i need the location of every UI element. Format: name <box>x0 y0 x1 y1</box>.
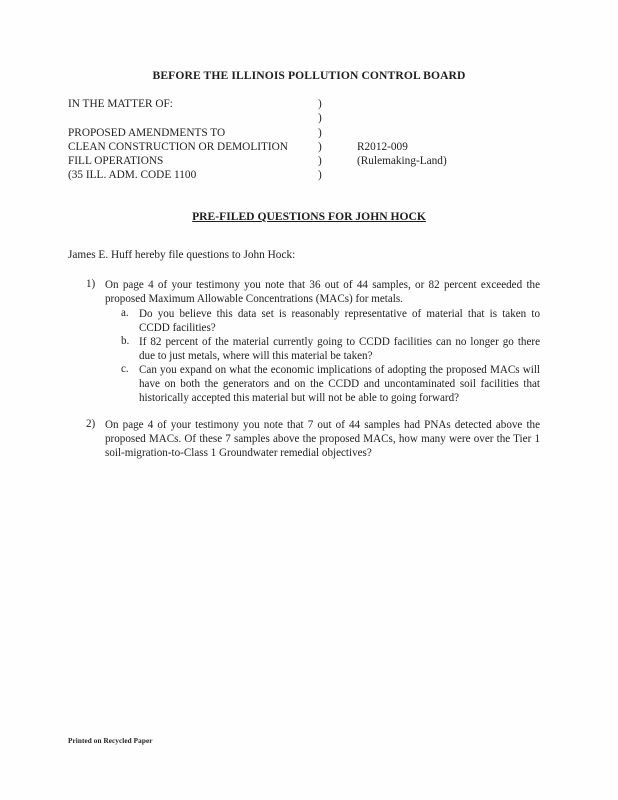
caption-parentheses <box>318 97 322 183</box>
caption-paren: ) <box>318 155 322 168</box>
caption-line: IN THE MATTER OF: <box>68 98 173 110</box>
caption-line <box>68 111 288 125</box>
question-text: On page 4 of your testimony you note that 7 out of 44 samples had PNAs detected above the proposed MACs. Of these 7 samples above the proposed MACs, how many were over the Tier 1 soil-migration-to-Class 1 Groundwater remedial objectives? <box>105 419 540 460</box>
caption-line: (35 ILL. ADM. CODE 1100 <box>68 169 197 182</box>
recycled-paper-footer: Printed on Recycled Paper <box>68 737 153 745</box>
subquestion-letter: c. <box>121 363 129 375</box>
subquestion-text: If 82 percent of the material currently going to CCDD facilities can no longer go there due to just metals, where will this material be taken? <box>139 336 540 363</box>
docket-type: (Rulemaking-Land) <box>357 155 447 168</box>
caption-paren: ) <box>318 98 322 110</box>
caption-paren: ) <box>318 126 322 139</box>
caption-paren: ) <box>318 112 322 125</box>
question-number: 2) <box>86 418 96 430</box>
caption-paren: ) <box>318 169 322 182</box>
subquestion-letter: a. <box>121 307 129 319</box>
board-title: BEFORE THE ILLINOIS POLLUTION CONTROL BOARD <box>152 69 466 82</box>
subquestion-letter: b. <box>121 335 130 347</box>
caption-paren: ) <box>318 140 322 153</box>
case-caption <box>68 97 288 183</box>
subquestion-text: Do you believe this data set is reasonably representative of material that is taken to CCDD facilities? <box>139 308 540 335</box>
caption-line: FILL OPERATIONS <box>68 155 164 168</box>
docket-number: R2012-009 <box>357 141 408 153</box>
question-text: On page 4 of your testimony you note that 36 out of 44 samples, or 82 percent exceeded the proposed Maximum Allowable Concentrations (MACs) for metals. <box>105 279 540 306</box>
intro-paragraph: James E. Huff hereby file questions to John Hock: <box>68 249 296 261</box>
subquestion-text: Can you expand on what the economic implications of adopting the proposed MACs will have on both the generators and on the CCDD and uncontaminated soil facilities that historically accepted this material but will not be able to going forward? <box>139 364 540 405</box>
question-number: 1) <box>86 278 96 290</box>
document-heading: PRE-FILED QUESTIONS FOR JOHN HOCK <box>192 210 426 223</box>
caption-line: CLEAN CONSTRUCTION OR DEMOLITION <box>68 140 288 153</box>
docket-info <box>357 140 447 169</box>
caption-line: PROPOSED AMENDMENTS TO <box>68 126 226 139</box>
